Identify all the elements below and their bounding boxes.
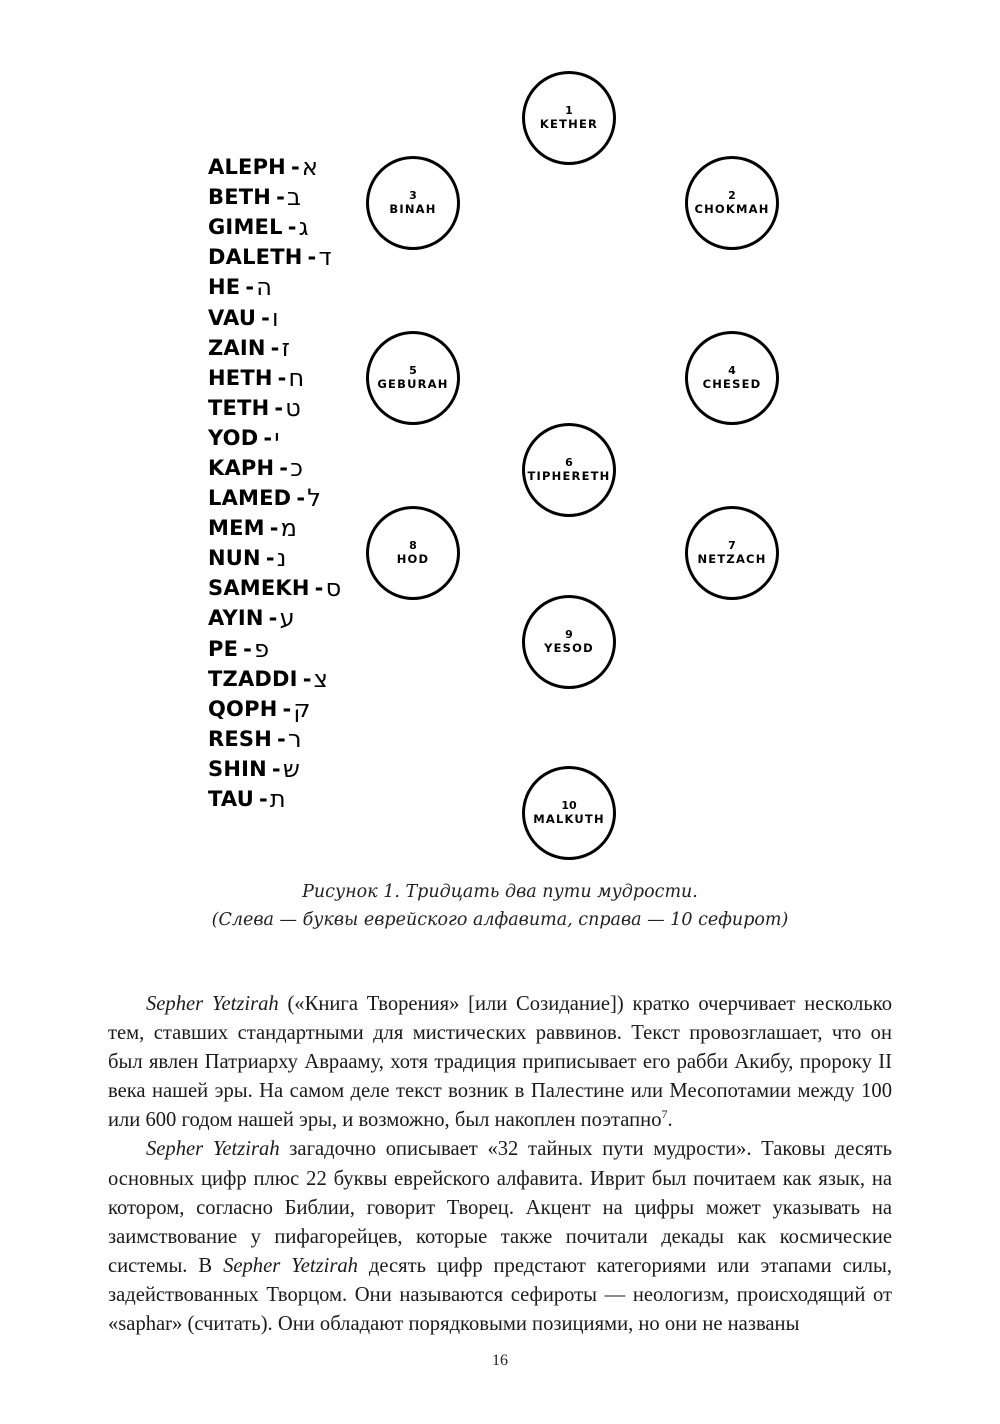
- sephirah-geburah: [366, 331, 460, 425]
- sephirah-number: 2: [728, 189, 736, 202]
- letter-row-kaph: [208, 453, 378, 483]
- letter-row-samekh: [208, 573, 378, 603]
- letter-dash: -: [243, 636, 253, 661]
- letter-dash: -: [263, 425, 273, 450]
- sephirah-name: MALKUTH: [533, 812, 605, 826]
- letter-dash: -: [258, 787, 268, 812]
- letter-name: ALEPH: [208, 155, 286, 180]
- letter-dash: -: [307, 245, 317, 270]
- letter-dash: -: [268, 606, 278, 631]
- sephirah-name: CHESED: [702, 377, 762, 391]
- hebrew-glyph: ט: [285, 393, 302, 422]
- sephirah-number: 3: [409, 189, 417, 202]
- letter-row-zain: [208, 333, 378, 363]
- letter-name: ZAIN: [208, 335, 266, 360]
- letter-dash: -: [314, 576, 324, 601]
- hebrew-glyph: ת: [269, 785, 286, 814]
- letter-name: TZADDI: [208, 666, 298, 691]
- sephirah-name: HOD: [396, 552, 430, 566]
- letter-name: NUN: [208, 546, 261, 571]
- letter-row-aleph: [208, 152, 378, 182]
- letter-dash: -: [269, 516, 279, 541]
- hebrew-glyph: ד: [318, 243, 332, 272]
- letter-dash: -: [265, 546, 275, 571]
- letter-dash: -: [261, 305, 271, 330]
- sephirah-chesed: [685, 331, 779, 425]
- sephirah-name: TIPHERETH: [527, 469, 611, 483]
- letter-name: GIMEL: [208, 215, 283, 240]
- letter-row-heth: [208, 363, 378, 393]
- letter-row-daleth: [208, 242, 378, 272]
- hebrew-glyph: צ: [313, 664, 329, 693]
- letter-dash: -: [276, 185, 285, 210]
- letter-row-beth: [208, 182, 378, 212]
- letter-name: HE: [208, 275, 241, 300]
- text-run: загадочно описывает «32 тайных пути мудрости». Таковы десять основных цифр плюс 22 буквы еврейского алфавита. Иврит был почитаем как язык, на котором, согласно Библии, говорит Творец. Акцент на цифры может указывать на заимствование у пифагорейцев, которые также почитали декады как космические системы. В: [108, 1138, 892, 1277]
- sephirah-number: 7: [728, 539, 736, 552]
- hebrew-glyph: ג: [298, 213, 309, 242]
- letter-dash: -: [279, 455, 289, 480]
- letter-dash: -: [290, 155, 300, 180]
- letter-row-tzaddi: [208, 664, 378, 694]
- hebrew-glyph: א: [301, 153, 319, 182]
- letter-name: KAPH: [208, 455, 275, 480]
- letter-row-tau: [208, 784, 378, 814]
- paragraph: [108, 990, 892, 1135]
- letter-name: RESH: [208, 726, 273, 751]
- letter-dash: -: [296, 486, 306, 511]
- letter-row-teth: [208, 393, 378, 423]
- hebrew-glyph: ח: [288, 363, 305, 392]
- hebrew-glyph: ש: [282, 754, 301, 783]
- sephirah-number: 6: [565, 456, 573, 469]
- text-run: («Книга Творения» [или Созидание]) кратко очерчивает несколько тем, ставших стандартными для мистических раввинов. Текст провозглашает, что он был явлен Патриарху Аврааму, хотя традиция приписывает его рабби Акибу, пророку II века нашей эры. На самом деле текст возник в Палестине или Месопотамии между 100 или 600 годом нашей эры, и возможно, был накоплен поэтапно: [108, 993, 892, 1132]
- hebrew-glyph: ק: [293, 694, 311, 723]
- sephirah-netzach: [685, 506, 779, 600]
- letter-dash: -: [274, 395, 284, 420]
- hebrew-glyph: ר: [287, 724, 302, 753]
- sephirah-malkuth: [522, 766, 616, 860]
- hebrew-glyph: ל: [307, 484, 322, 513]
- hebrew-glyph: ו: [272, 303, 279, 332]
- sephirah-number: 10: [561, 799, 577, 812]
- letter-name: TAU: [208, 787, 254, 812]
- hebrew-glyph: מ: [280, 514, 298, 543]
- italic-title: Sepher Yetzirah: [223, 1254, 358, 1277]
- hebrew-glyph: ס: [325, 574, 342, 603]
- letter-name: SHIN: [208, 756, 267, 781]
- footnote-ref: 7: [661, 1107, 668, 1122]
- sephirah-number: 8: [409, 539, 417, 552]
- letter-dash: -: [245, 275, 255, 300]
- sephirah-number: 9: [565, 628, 573, 641]
- letter-row-vau: [208, 302, 378, 332]
- letter-dash: -: [270, 335, 280, 360]
- figure-caption-line-1: Рисунок 1. Тридцать два пути мудрости.: [302, 882, 698, 902]
- letter-name: MEM: [208, 516, 265, 541]
- sephirah-chokmah: [685, 156, 779, 250]
- hebrew-glyph: פ: [254, 634, 270, 663]
- sephirah-number: 4: [728, 364, 736, 377]
- letter-name: QOPH: [208, 696, 278, 721]
- sephirah-name: NETZACH: [697, 552, 767, 566]
- sephirah-binah: [366, 156, 460, 250]
- paragraph: [108, 1135, 892, 1339]
- hebrew-glyph: ז: [281, 333, 291, 362]
- letter-row-nun: [208, 543, 378, 573]
- italic-title: Sepher Yetzirah: [146, 1138, 280, 1161]
- letter-dash: -: [287, 215, 297, 240]
- letter-dash: -: [277, 365, 287, 390]
- letter-dash: -: [302, 666, 312, 691]
- hebrew-glyph: כ: [290, 453, 304, 482]
- letter-row-lamed: [208, 483, 378, 513]
- hebrew-glyph: ב: [286, 183, 302, 212]
- hebrew-alphabet-list: [208, 152, 378, 814]
- hebrew-glyph: ה: [256, 273, 273, 302]
- text-run: .: [667, 1109, 673, 1132]
- letter-name: YOD: [208, 425, 259, 450]
- letter-row-resh: [208, 724, 378, 754]
- letter-row-gimel: [208, 212, 378, 242]
- letter-row-pe: [208, 634, 378, 664]
- sephirah-name: BINAH: [389, 202, 437, 216]
- italic-title: Sepher Yetzirah: [146, 993, 279, 1015]
- text-run: десять цифр предстают категориями или этапами силы, задействованных Творцом. Они называются сефироты — неологизм, происходящий от «saphar» (считать). Они обладают порядковыми позициями, но они не названы: [108, 1254, 892, 1336]
- sephirah-name: CHOKMAH: [694, 202, 770, 216]
- sephirah-name: KETHER: [539, 117, 599, 131]
- sephirah-hod: [366, 506, 460, 600]
- sephirah-kether: [522, 71, 616, 165]
- sephirah-name: GEBURAH: [377, 377, 449, 391]
- letter-row-qoph: [208, 694, 378, 724]
- figure-caption-line-2: (Слева — буквы еврейского алфавита, справа — 10 сефирот): [211, 910, 789, 930]
- hebrew-glyph: ע: [279, 604, 295, 633]
- sephirah-yesod: [522, 595, 616, 689]
- letter-name: AYIN: [208, 606, 264, 631]
- letter-name: LAMED: [208, 486, 292, 511]
- page-number: 16: [492, 1352, 508, 1369]
- letter-row-shin: [208, 754, 378, 784]
- letter-dash: -: [282, 696, 292, 721]
- letter-name: DALETH: [208, 245, 303, 270]
- letter-name: HETH: [208, 365, 273, 390]
- hebrew-glyph: נ: [276, 544, 287, 573]
- letter-row-yod: [208, 423, 378, 453]
- letter-row-he: [208, 272, 378, 302]
- letter-name: BETH: [208, 185, 272, 210]
- letter-row-mem: [208, 513, 378, 543]
- letter-name: TETH: [208, 395, 270, 420]
- sephirah-number: 5: [409, 364, 417, 377]
- hebrew-glyph: י: [274, 423, 280, 452]
- sephirah-name: YESOD: [544, 641, 594, 655]
- letter-row-ayin: [208, 603, 378, 633]
- letter-name: PE: [208, 636, 239, 661]
- letter-dash: -: [271, 756, 281, 781]
- sephirah-tiphereth: [522, 423, 616, 517]
- letter-name: SAMEKH: [208, 576, 310, 601]
- letter-name: VAU: [208, 305, 257, 330]
- letter-dash: -: [277, 726, 286, 751]
- body-text: [108, 990, 892, 1339]
- sephirah-number: 1: [565, 104, 573, 117]
